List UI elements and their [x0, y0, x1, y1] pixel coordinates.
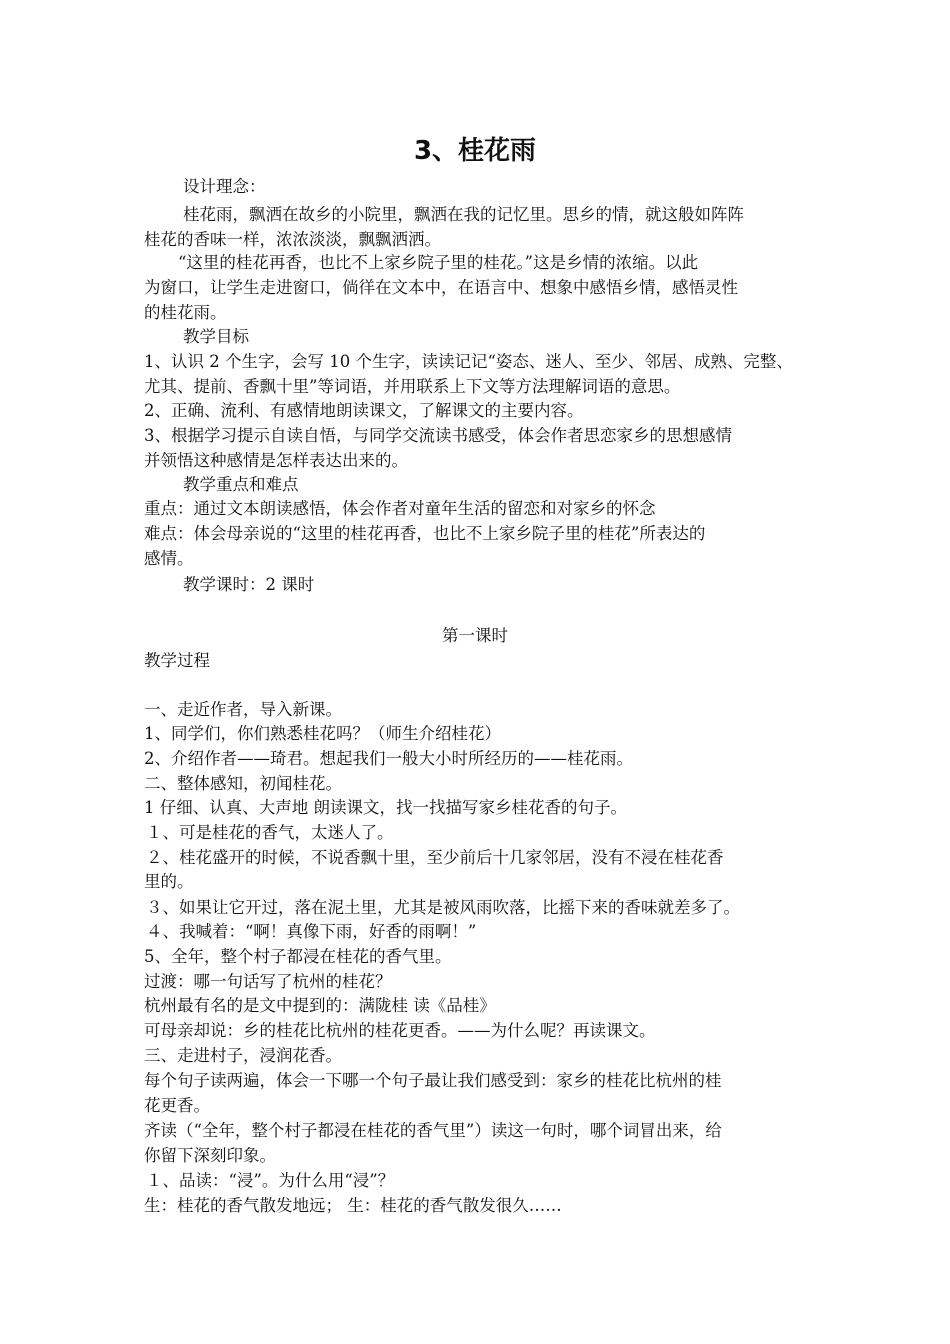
keypoint-line: 难点：体会母亲说的“这里的桂花再香，也比不上家乡院子里的桂花”所表达的: [144, 524, 706, 543]
goal-line: 3、根据学习提示自读自悟，与同学交流读书感受，体会作者思恋家乡的思想感情: [144, 426, 732, 445]
body-line: 可母亲却说：乡的桂花比杭州的桂花更香。——为什么呢？再读课文。: [144, 1021, 656, 1040]
body-line: 每个句子读两遍，体会一下哪一个句子最让我们感受到：家乡的桂花比杭州的桂: [144, 1071, 722, 1090]
body-line: 三、走进村子，浸润花香。: [144, 1046, 342, 1065]
body-line: ３、如果让它开过，落在泥土里，尤其是被风雨吹落，比摇下来的香味就差多了。: [146, 898, 740, 917]
body-line: 杭州最有名的是文中提到的：满陇桂 读《品桂》: [144, 996, 496, 1015]
keypoint-line: 重点：通过文本朗读感悟，体会作者对童年生活的留恋和对家乡的怀念: [144, 499, 656, 518]
body-line: 生：桂花的香气散发地远； 生：桂花的香气散发很久……: [144, 1196, 562, 1215]
body-line: 1 仔细、认真、大声地 朗读课文，找一找描写家乡桂花香的句子。: [144, 798, 627, 817]
body-line: 花更香。: [144, 1096, 210, 1115]
body-line: 2、介绍作者——琦君。想起我们一般大小时所经历的——桂花雨。: [144, 749, 633, 768]
intro-paragraph-line: 为窗口，让学生走进窗口，倘徉在文本中，在语言中、想象中感悟乡情，感悟灵性: [144, 278, 738, 297]
lesson-heading: 第一课时: [442, 626, 508, 645]
body-line: 你留下深刻印象。: [144, 1146, 276, 1165]
body-line: 里的。: [144, 872, 194, 891]
goal-line: 尤其、提前、香飘十里”等词语，并用联系上下文等方法理解词语的意思。: [144, 377, 681, 396]
goal-line: 1、认识 2 个生字，会写 10 个生字，读读记记“姿态、迷人、至少、邻居、成熟、完整、: [144, 352, 793, 371]
lesson-hours: 教学课时：2 课时: [183, 575, 315, 594]
body-line: ２、桂花盛开的时候，不说香飘十里，至少前后十几家邻居，没有不浸在桂花香: [146, 848, 724, 867]
body-line: 二、整体感知，初闻桂花。: [144, 774, 342, 793]
body-line: 过渡：哪一句话写了杭州的桂花？: [144, 972, 392, 991]
intro-paragraph-line: 的桂花雨。: [144, 303, 227, 322]
intro-paragraph-line: 桂花雨，飘洒在故乡的小院里，飘洒在我的记忆里。思乡的情，就这般如阵阵: [183, 205, 744, 224]
body-line: 一、走近作者，导入新课。: [144, 700, 342, 719]
body-line: 5、全年，整个村子都浸在桂花的香气里。: [144, 947, 452, 966]
goal-line: 2、正确、流利、有感情地朗读课文，了解课文的主要内容。: [144, 401, 584, 420]
goals-heading: 教学目标: [183, 327, 249, 346]
intro-paragraph-line: 桂花的香味一样，浓浓淡淡，飘飘洒洒。: [144, 230, 441, 249]
keypoints-heading: 教学重点和难点: [183, 475, 299, 494]
intro-paragraph-line: “这里的桂花再香，也比不上家乡院子里的桂花。”这是乡情的浓缩。以此: [178, 253, 699, 272]
body-line: 齐读（“全年，整个村子都浸在桂花的香气里”）读这一句时，哪个词冒出来，给: [144, 1121, 722, 1140]
process-heading: 教学过程: [144, 651, 210, 670]
body-line: １、可是桂花的香气，太迷人了。: [146, 823, 394, 842]
goal-line: 并领悟这种感情是怎样表达出来的。: [144, 451, 408, 470]
document-title: 3、桂花雨: [413, 136, 537, 166]
body-line: １、品读：“浸”。为什么用“浸”？: [146, 1171, 395, 1190]
body-line: ４、我喊着：“啊！真像下雨，好香的雨啊！”: [146, 922, 477, 941]
keypoint-line: 感情。: [144, 549, 194, 568]
body-line: 1、同学们，你们熟悉桂花吗？（师生介绍桂花）: [144, 724, 501, 743]
intro-heading: 设计理念：: [183, 177, 266, 196]
